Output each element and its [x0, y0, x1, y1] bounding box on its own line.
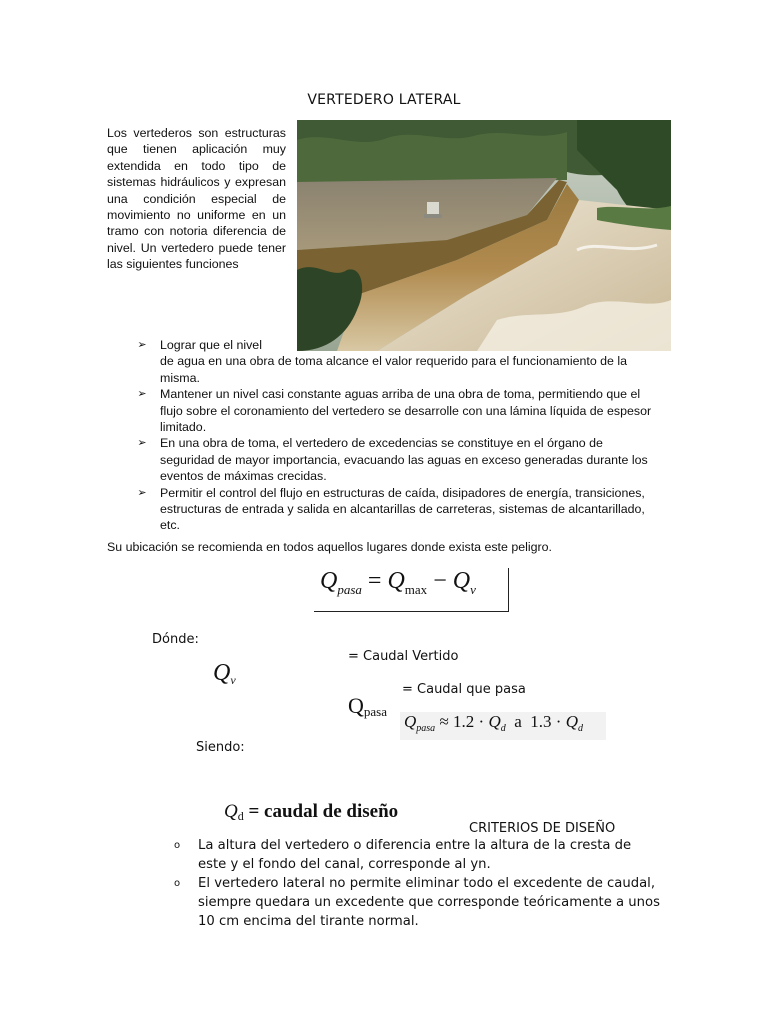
list-item: ➢ Mantener un nivel casi constante aguas arriba de una obra de toma, permitiendo que el flujo sobre el coronamiento del vertedero se desarrolle con una lámina líquida de espesor limitado.	[135, 386, 655, 435]
main-formula: $Q_{pasa} = Q_{max} - Q_v$	[314, 568, 509, 612]
criterios-list	[172, 836, 662, 931]
location-note: Su ubicación se recomienda en todos aquellos lugares donde exista este peligro.	[107, 540, 552, 554]
list-item: ➢ Permitir el control del flujo en estructuras de caída, disipadores de energía, transiciones, estructuras de entrada y salida en alcantarillas de carreteras, sistemas de alcantarillado, etc.	[135, 485, 655, 534]
donde-label: Dónde:	[152, 632, 199, 647]
siendo-label: Siendo:	[196, 740, 245, 755]
list-item: o El vertedero lateral no permite eliminar todo el excedente de caudal, siempre quedara un excedente que corresponde teóricamente a unos 10 cm encima del tirante normal.	[174, 876, 660, 929]
circle-bullet-icon: o	[174, 840, 181, 851]
criterios-heading: CRITERIOS DE DISEÑO	[469, 821, 616, 836]
list-item: o La altura del vertedero o diferencia entre la altura de la cresta de este y el fondo del canal, corresponde al yn.	[174, 838, 632, 872]
qpasa-symbol: $Q_{pasa}$	[348, 693, 387, 719]
caudal-pasa-definition: = Caudal que pasa	[402, 682, 526, 697]
qd-definition: $Q_d$ = caudal de diseño	[224, 801, 399, 823]
list-item: ➢ En una obra de toma, el vertedero de excedencias se constituye en el órgano de seguridad de mayor importancia, evacuando las aguas en exceso generadas durante los eventos de máximas crecidas.	[135, 435, 655, 484]
intro-paragraph: Los vertederos son estructuras que tienen aplicación muy extendida en todo tipo de sistemas hidráulicos y expresan una condición especial de movimiento no uniforme en un tramo con notoria diferencia de nivel. Un vertedero puede tener las siguientes funciones	[107, 126, 286, 272]
qv-symbol: $Q_v$	[213, 660, 236, 687]
page-title: VERTEDERO LATERAL	[307, 92, 461, 108]
caudal-vertido-definition: = Caudal Vertido	[348, 649, 459, 664]
arrowhead-bullet-icon: ➢	[137, 388, 147, 401]
functions-list	[135, 337, 655, 534]
circle-bullet-icon: o	[174, 878, 181, 889]
arrowhead-bullet-icon: ➢	[137, 437, 147, 450]
approx-formula: $Q_{pasa} \approx 1.2 \cdot Q_d$ a $1.3 \cdot Q_d$	[400, 712, 606, 740]
weir-photo	[297, 120, 671, 351]
list-item: ➢ Lograr que el nivel de agua en una obra de toma alcance el valor requerido para el funcionamiento de la misma.	[135, 337, 655, 386]
arrowhead-bullet-icon: ➢	[137, 339, 147, 351]
arrowhead-bullet-icon: ➢	[137, 486, 147, 499]
